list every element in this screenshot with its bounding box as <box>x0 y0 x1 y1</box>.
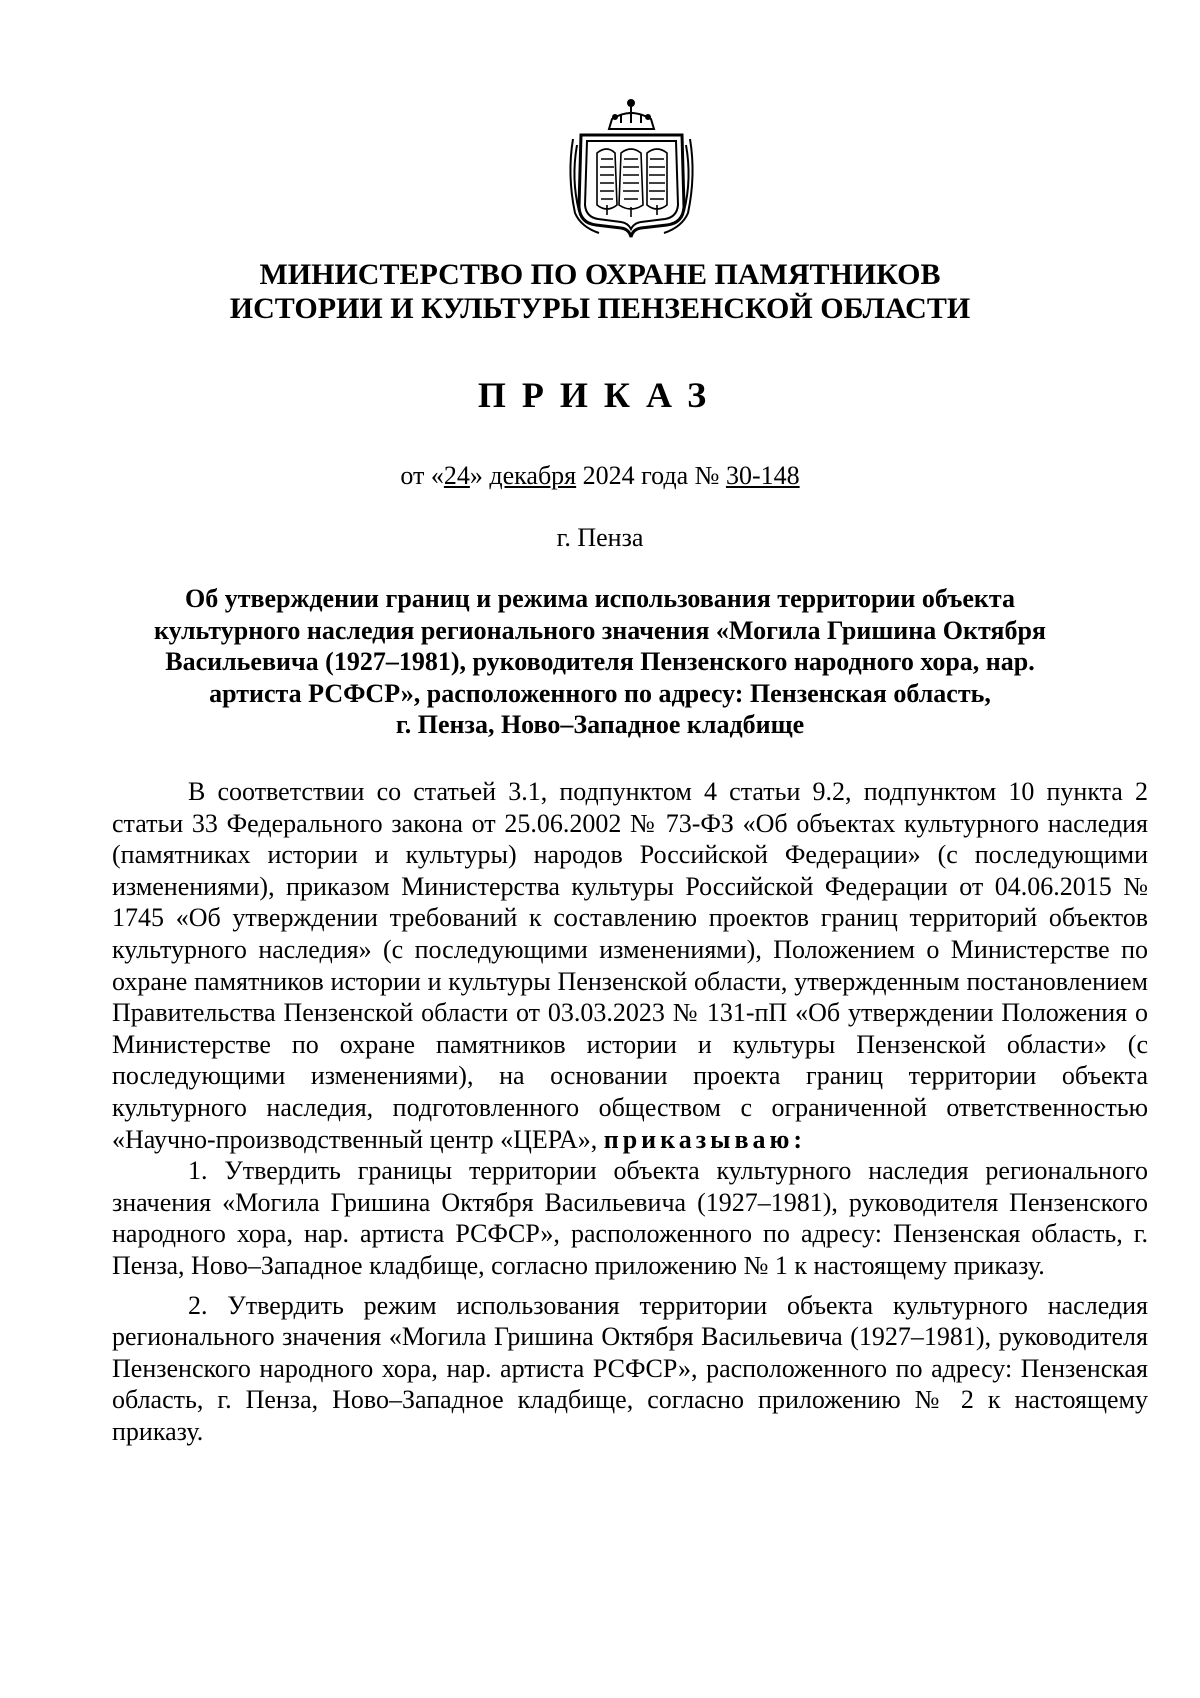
order-body <box>112 776 1148 1447</box>
preamble-text: В соответствии со статьей 3.1, подпунктом 4 статьи 9.2, подпунктом 10 пункта 2 статьи 33 Федерального закона от 25.06.2002 № 73-ФЗ «Об объектах культурного наследия (памятниках истории и культуры) народов Российской Федерации» (с последующими изменениями), приказом Министерства культуры Российской Федерации от 04.06.2015 № 1745 «Об утверждении требований к составлению проектов границ территорий объектов культурного наследия» (с последующими изменениями), Положением о Министерстве по охране памятников истории и культуры Пензенской области, утвержденным постановлением Правительства Пензенской области от 03.03.2023 № 131-пП «Об утверждении Положения о Министерстве по охране памятников истории и культуры Пензенской области» (с последующими изменениями), на основании проекта границ территории объекта культурного наследия, подготовленного обществом с ограниченной ответственностью «Научно-производственный центр «ЦЕРА», <box>112 777 1148 1154</box>
subject-line-3: Васильевича (1927–1981), руководителя Пензенского народного хора, нар. <box>165 647 1035 676</box>
ministry-name-line-2: ИСТОРИИ И КУЛЬТУРЫ ПЕНЗЕНСКОЙ ОБЛАСТИ <box>229 292 971 325</box>
ministry-name-line-1: МИНИСТЕРСТВО ПО ОХРАНЕ ПАМЯТНИКОВ <box>259 258 941 291</box>
order-date-line <box>0 460 1200 492</box>
order-month: декабря <box>489 461 577 490</box>
subject-line-4: артиста РСФСР», расположенного по адресу: Пензенская область, <box>209 678 991 708</box>
subject-line-2: культурного наследия регионального значения «Могила Гришина Октября <box>154 615 1046 645</box>
order-date-mid2: 2024 года № <box>576 461 726 490</box>
subject-line-1: Об утверждении границ и режима использования территории объекта <box>185 584 1015 613</box>
order-word: приказываю: <box>603 1124 807 1154</box>
order-day: 24 <box>443 461 470 490</box>
order-subject <box>120 583 1080 741</box>
order-item-2: 2. Утвердить режим использования территории объекта культурного наследия регионального значения «Могила Гришина Октября Васильевича (1927–1981), руководителя Пензенского народного хора, нар. артиста РСФСР», расположенного по адресу: Пензенская область, г. Пенза, Ново–Западное кладбище, согласно приложению № 2 к настоящему приказу. <box>112 1290 1148 1446</box>
document-type-title: ПРИКАЗ <box>477 375 723 415</box>
preamble-paragraph <box>112 776 1148 1155</box>
order-item-1: 1. Утвердить границы территории объекта культурного наследия регионального значения «Могила Гришина Октября Васильевича (1927–1981), руководителя Пензенского народного хора, нар. артиста РСФСР», расположенного по адресу: Пензенская область, г. Пенза, Ново–Западное кладбище, согласно приложению № 1 к настоящему приказу. <box>112 1156 1148 1280</box>
order-city: г. Пенза <box>556 523 644 552</box>
order-number: 30-148 <box>725 461 800 490</box>
order-date-mid1: » <box>469 461 490 490</box>
subject-line-5: г. Пенза, Ново–Западное кладбище <box>395 710 805 739</box>
order-date-prefix: от « <box>400 461 444 490</box>
penza-region-coat-of-arms-icon <box>563 95 700 245</box>
